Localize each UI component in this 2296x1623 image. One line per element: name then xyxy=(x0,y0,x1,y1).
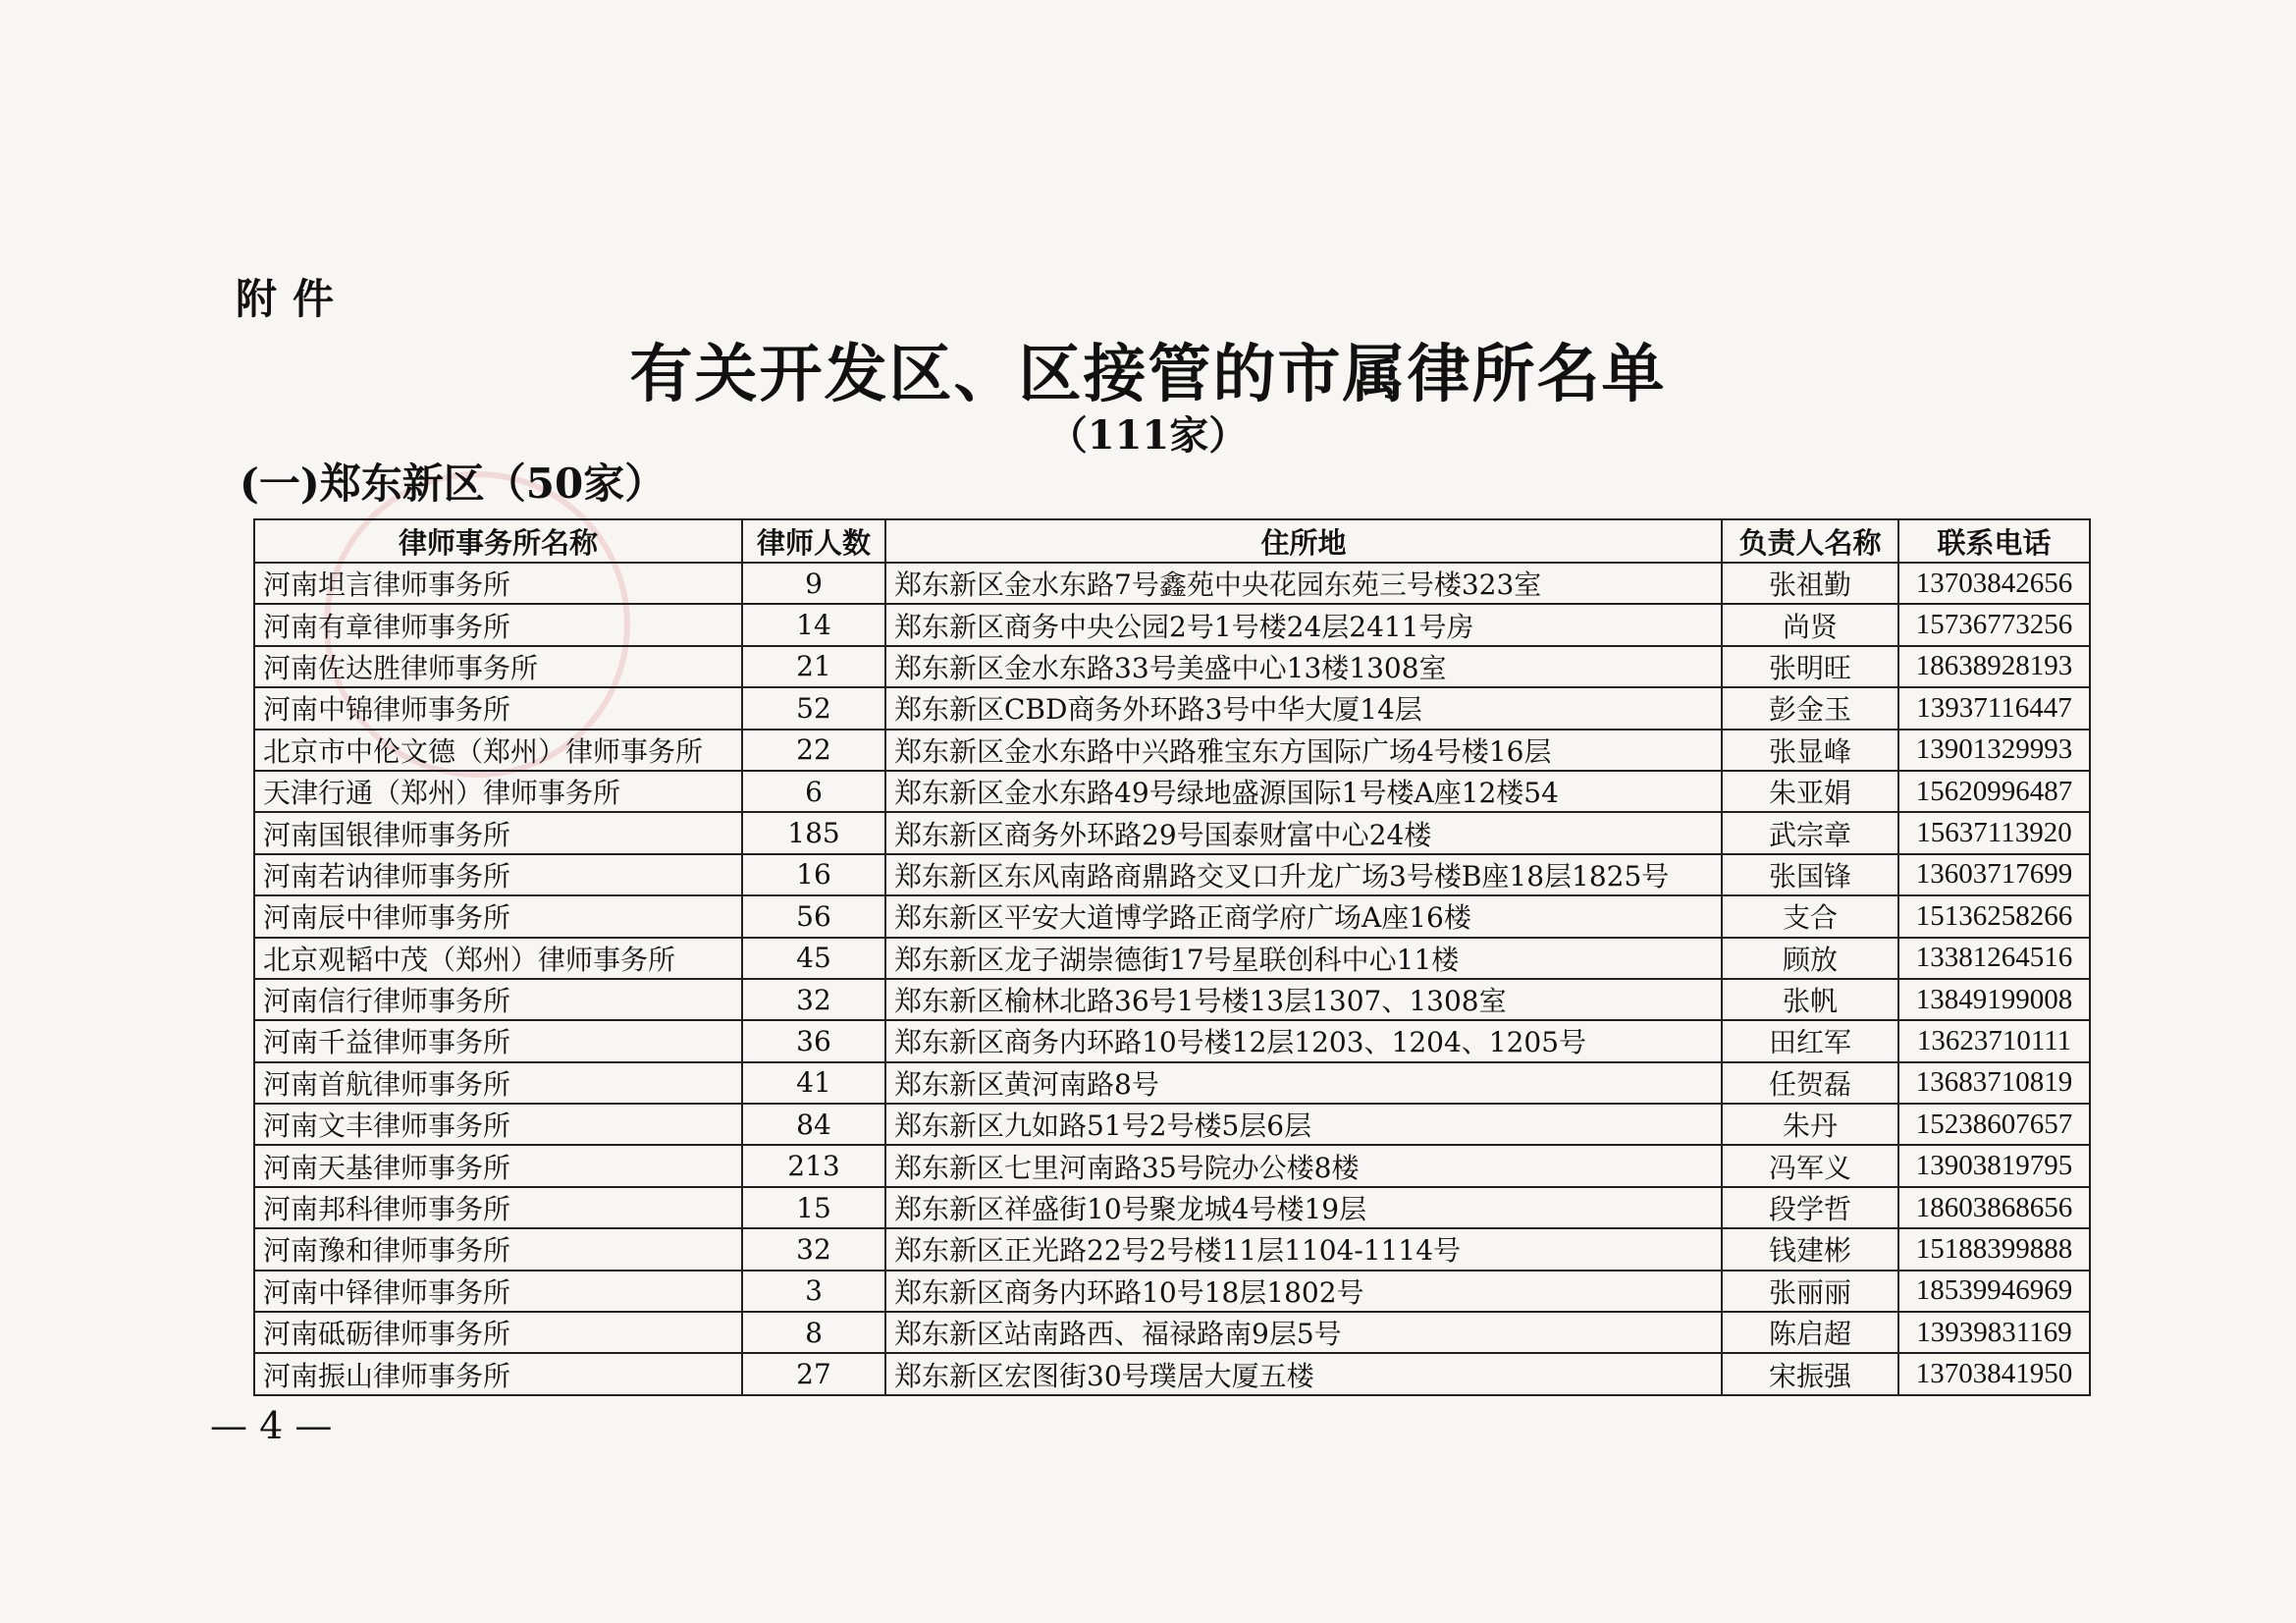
header-firm-name: 律师事务所名称 xyxy=(254,519,742,563)
firm-name-cell: 河南若讷律师事务所 xyxy=(254,854,742,895)
table-row xyxy=(254,979,2090,1020)
table-row xyxy=(254,1145,2090,1186)
table-row xyxy=(254,938,2090,979)
phone-cell: 13849199008 xyxy=(1898,979,2090,1020)
table-row xyxy=(254,687,2090,729)
phone-cell: 15136258266 xyxy=(1898,895,2090,937)
header-phone: 联系电话 xyxy=(1898,519,2090,563)
phone-cell: 18603868656 xyxy=(1898,1187,2090,1228)
person-in-charge-cell: 支合 xyxy=(1722,895,1898,937)
lawyer-count-cell: 185 xyxy=(742,812,885,853)
table-row xyxy=(254,563,2090,604)
firm-name-cell: 河南天基律师事务所 xyxy=(254,1145,742,1186)
person-in-charge-cell: 武宗章 xyxy=(1722,812,1898,853)
address-cell: 郑东新区龙子湖崇德街17号星联创科中心11楼 xyxy=(885,938,1722,979)
address-cell: 郑东新区商务内环路10号楼12层1203、1204、1205号 xyxy=(885,1020,1722,1061)
table-row xyxy=(254,1187,2090,1228)
firm-name-cell: 河南有章律师事务所 xyxy=(254,604,742,645)
address-cell: 郑东新区平安大道博学路正商学府广场A座16楼 xyxy=(885,895,1722,937)
phone-cell: 13937116447 xyxy=(1898,687,2090,729)
lawyer-count-cell: 41 xyxy=(742,1062,885,1104)
table-header-row xyxy=(254,519,2090,563)
page-number: — 4 — xyxy=(210,1404,333,1447)
header-lawyer-count: 律师人数 xyxy=(742,519,885,563)
table-row xyxy=(254,1062,2090,1104)
address-cell: 郑东新区商务中央公园2号1号楼24层2411号房 xyxy=(885,604,1722,645)
document-title: 有关开发区、区接管的市属律所名单 xyxy=(629,338,1667,411)
person-in-charge-cell: 张明旺 xyxy=(1722,646,1898,687)
lawyer-count-cell: 32 xyxy=(742,1228,885,1270)
firm-name-cell: 天津行通（郑州）律师事务所 xyxy=(254,771,742,812)
table-row xyxy=(254,1020,2090,1061)
section-heading: (一)郑东新区（50家） xyxy=(240,460,667,508)
lawyer-count-cell: 9 xyxy=(742,563,885,604)
firm-name-cell: 河南坦言律师事务所 xyxy=(254,563,742,604)
lawyer-count-cell: 22 xyxy=(742,730,885,771)
firm-name-cell: 河南豫和律师事务所 xyxy=(254,1228,742,1270)
header-address: 住所地 xyxy=(885,519,1722,563)
firm-name-cell: 河南千益律师事务所 xyxy=(254,1020,742,1061)
phone-cell: 13939831169 xyxy=(1898,1312,2090,1353)
firm-name-cell: 河南中锦律师事务所 xyxy=(254,687,742,729)
address-cell: 郑东新区商务内环路10号18层1802号 xyxy=(885,1271,1722,1312)
person-in-charge-cell: 尚贤 xyxy=(1722,604,1898,645)
address-cell: 郑东新区九如路51号2号楼5层6层 xyxy=(885,1104,1722,1145)
lawyer-count-cell: 6 xyxy=(742,771,885,812)
firm-name-cell: 河南国银律师事务所 xyxy=(254,812,742,853)
address-cell: 郑东新区七里河南路35号院办公楼8楼 xyxy=(885,1145,1722,1186)
phone-cell: 13603717699 xyxy=(1898,854,2090,895)
person-in-charge-cell: 张丽丽 xyxy=(1722,1271,1898,1312)
firm-name-cell: 北京观韬中茂（郑州）律师事务所 xyxy=(254,938,742,979)
firm-name-cell: 河南首航律师事务所 xyxy=(254,1062,742,1104)
address-cell: 郑东新区宏图街30号璞居大厦五楼 xyxy=(885,1353,1722,1394)
lawyer-count-cell: 213 xyxy=(742,1145,885,1186)
table-row xyxy=(254,854,2090,895)
lawyer-count-cell: 32 xyxy=(742,979,885,1020)
person-in-charge-cell: 朱丹 xyxy=(1722,1104,1898,1145)
address-cell: 郑东新区黄河南路8号 xyxy=(885,1062,1722,1104)
table-row xyxy=(254,1104,2090,1145)
address-cell: 郑东新区金水东路33号美盛中心13楼1308室 xyxy=(885,646,1722,687)
address-cell: 郑东新区CBD商务外环路3号中华大厦14层 xyxy=(885,687,1722,729)
person-in-charge-cell: 张国锋 xyxy=(1722,854,1898,895)
phone-cell: 18539946969 xyxy=(1898,1271,2090,1312)
table-row xyxy=(254,1312,2090,1353)
table-row xyxy=(254,812,2090,853)
firm-name-cell: 北京市中伦文德（郑州）律师事务所 xyxy=(254,730,742,771)
table-row xyxy=(254,1228,2090,1270)
lawyer-count-cell: 45 xyxy=(742,938,885,979)
firm-name-cell: 河南文丰律师事务所 xyxy=(254,1104,742,1145)
person-in-charge-cell: 张显峰 xyxy=(1722,730,1898,771)
document-subtitle: （111家） xyxy=(1047,412,1249,459)
lawyer-count-cell: 27 xyxy=(742,1353,885,1394)
person-in-charge-cell: 张祖勤 xyxy=(1722,563,1898,604)
firm-name-cell: 河南邦科律师事务所 xyxy=(254,1187,742,1228)
address-cell: 郑东新区金水东路中兴路雅宝东方国际广场4号楼16层 xyxy=(885,730,1722,771)
firm-name-cell: 河南中铎律师事务所 xyxy=(254,1271,742,1312)
lawyer-count-cell: 15 xyxy=(742,1187,885,1228)
phone-cell: 13703842656 xyxy=(1898,563,2090,604)
person-in-charge-cell: 陈启超 xyxy=(1722,1312,1898,1353)
lawyer-count-cell: 3 xyxy=(742,1271,885,1312)
address-cell: 郑东新区祥盛街10号聚龙城4号楼19层 xyxy=(885,1187,1722,1228)
phone-cell: 13703841950 xyxy=(1898,1353,2090,1394)
firm-name-cell: 河南信行律师事务所 xyxy=(254,979,742,1020)
table-row xyxy=(254,895,2090,937)
table-row xyxy=(254,730,2090,771)
address-cell: 郑东新区商务外环路29号国泰财富中心24楼 xyxy=(885,812,1722,853)
address-cell: 郑东新区东风南路商鼎路交叉口升龙广场3号楼B座18层1825号 xyxy=(885,854,1722,895)
address-cell: 郑东新区金水东路49号绿地盛源国际1号楼A座12楼54 xyxy=(885,771,1722,812)
phone-cell: 15736773256 xyxy=(1898,604,2090,645)
firm-name-cell: 河南佐达胜律师事务所 xyxy=(254,646,742,687)
lawyer-count-cell: 56 xyxy=(742,895,885,937)
phone-cell: 13901329993 xyxy=(1898,730,2090,771)
lawyer-count-cell: 84 xyxy=(742,1104,885,1145)
address-cell: 郑东新区正光路22号2号楼11层1104-1114号 xyxy=(885,1228,1722,1270)
person-in-charge-cell: 朱亚娟 xyxy=(1722,771,1898,812)
phone-cell: 13683710819 xyxy=(1898,1062,2090,1104)
table-row xyxy=(254,1353,2090,1394)
lawyer-count-cell: 36 xyxy=(742,1020,885,1061)
person-in-charge-cell: 张帆 xyxy=(1722,979,1898,1020)
table-row xyxy=(254,646,2090,687)
person-in-charge-cell: 田红军 xyxy=(1722,1020,1898,1061)
person-in-charge-cell: 段学哲 xyxy=(1722,1187,1898,1228)
phone-cell: 15637113920 xyxy=(1898,812,2090,853)
phone-cell: 15238607657 xyxy=(1898,1104,2090,1145)
header-person-in-charge: 负责人名称 xyxy=(1722,519,1898,563)
phone-cell: 13903819795 xyxy=(1898,1145,2090,1186)
lawyer-count-cell: 52 xyxy=(742,687,885,729)
lawyer-count-cell: 16 xyxy=(742,854,885,895)
person-in-charge-cell: 宋振强 xyxy=(1722,1353,1898,1394)
lawyer-count-cell: 21 xyxy=(742,646,885,687)
person-in-charge-cell: 任贺磊 xyxy=(1722,1062,1898,1104)
phone-cell: 18638928193 xyxy=(1898,646,2090,687)
firm-name-cell: 河南振山律师事务所 xyxy=(254,1353,742,1394)
phone-cell: 15620996487 xyxy=(1898,771,2090,812)
address-cell: 郑东新区榆林北路36号1号楼13层1307、1308室 xyxy=(885,979,1722,1020)
phone-cell: 15188399888 xyxy=(1898,1228,2090,1270)
person-in-charge-cell: 钱建彬 xyxy=(1722,1228,1898,1270)
phone-cell: 13381264516 xyxy=(1898,938,2090,979)
person-in-charge-cell: 冯军义 xyxy=(1722,1145,1898,1186)
table-row xyxy=(254,771,2090,812)
lawyer-count-cell: 8 xyxy=(742,1312,885,1353)
phone-cell: 13623710111 xyxy=(1898,1020,2090,1061)
firm-name-cell: 河南辰中律师事务所 xyxy=(254,895,742,937)
attachment-label: 附件 xyxy=(236,275,350,323)
table-row xyxy=(254,1271,2090,1312)
table-row xyxy=(254,604,2090,645)
address-cell: 郑东新区站南路西、福禄路南9层5号 xyxy=(885,1312,1722,1353)
table-body xyxy=(254,563,2090,1395)
firm-name-cell: 河南砥砺律师事务所 xyxy=(254,1312,742,1353)
person-in-charge-cell: 彭金玉 xyxy=(1722,687,1898,729)
law-firm-table xyxy=(253,518,2091,1396)
lawyer-count-cell: 14 xyxy=(742,604,885,645)
person-in-charge-cell: 顾放 xyxy=(1722,938,1898,979)
address-cell: 郑东新区金水东路7号鑫苑中央花园东苑三号楼323室 xyxy=(885,563,1722,604)
